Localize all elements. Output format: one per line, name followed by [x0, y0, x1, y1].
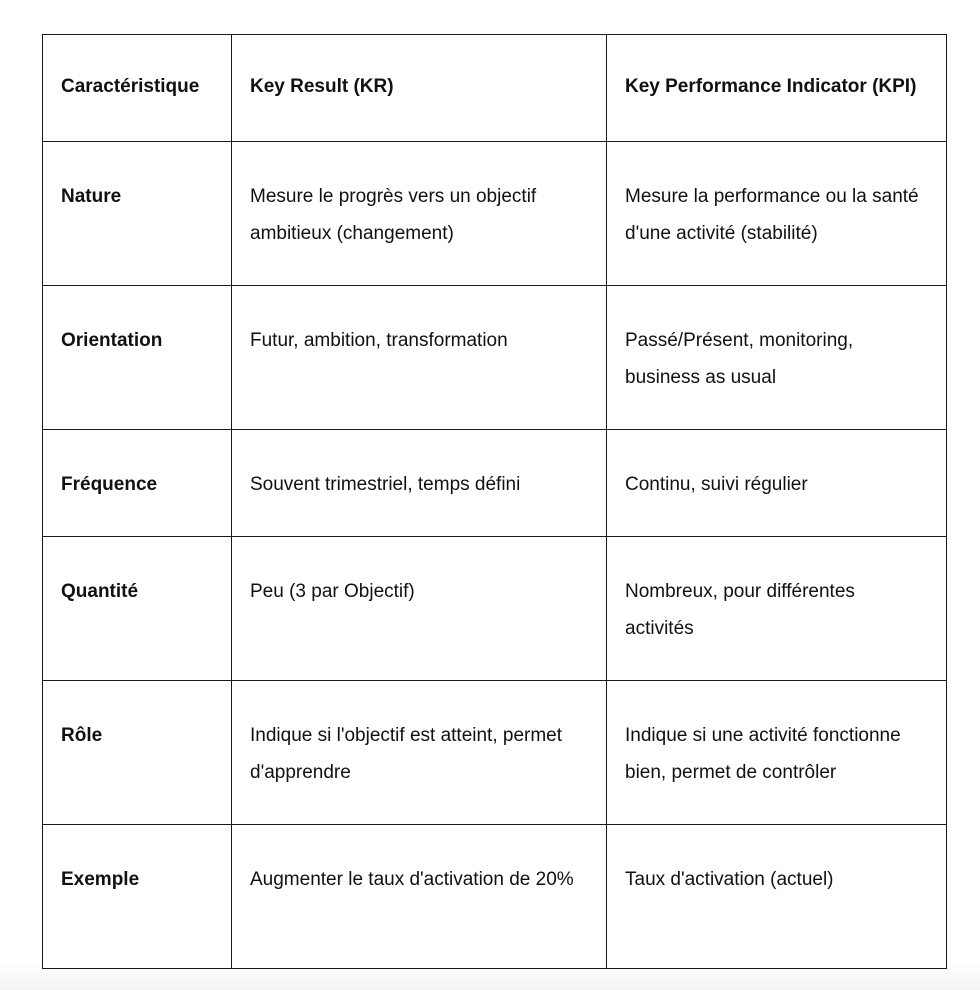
table-row — [43, 142, 947, 286]
table-row — [43, 537, 947, 681]
row-label: Nature — [43, 142, 232, 286]
kr-cell: Indique si l'objectif est atteint, permet d'apprendre — [232, 681, 607, 825]
row-label: Quantité — [43, 537, 232, 681]
table-row — [43, 430, 947, 537]
kr-cell: Futur, ambition, transformation — [232, 286, 607, 430]
row-label: Fréquence — [43, 430, 232, 537]
row-label: Orientation — [43, 286, 232, 430]
kr-vs-kpi-table — [42, 34, 947, 969]
row-label: Rôle — [43, 681, 232, 825]
table-header-row — [43, 35, 947, 142]
kpi-cell: Taux d'activation (actuel) — [607, 825, 947, 969]
kr-cell: Peu (3 par Objectif) — [232, 537, 607, 681]
kpi-cell: Mesure la performance ou la santé d'une activité (stabilité) — [607, 142, 947, 286]
kpi-cell: Nombreux, pour différentes activités — [607, 537, 947, 681]
kr-cell: Souvent trimestriel, temps défini — [232, 430, 607, 537]
header-kpi: Key Performance Indicator (KPI) — [607, 35, 947, 142]
kpi-cell: Continu, suivi régulier — [607, 430, 947, 537]
header-key-result: Key Result (KR) — [232, 35, 607, 142]
kr-cell: Mesure le progrès vers un objectif ambitieux (changement) — [232, 142, 607, 286]
table-row — [43, 681, 947, 825]
table-row — [43, 825, 947, 969]
row-label: Exemple — [43, 825, 232, 969]
table-row — [43, 286, 947, 430]
kpi-cell: Indique si une activité fonctionne bien, permet de contrôler — [607, 681, 947, 825]
header-characteristic: Caractéristique — [43, 35, 232, 142]
kpi-cell: Passé/Présent, monitoring, business as usual — [607, 286, 947, 430]
kr-cell: Augmenter le taux d'activation de 20% — [232, 825, 607, 969]
